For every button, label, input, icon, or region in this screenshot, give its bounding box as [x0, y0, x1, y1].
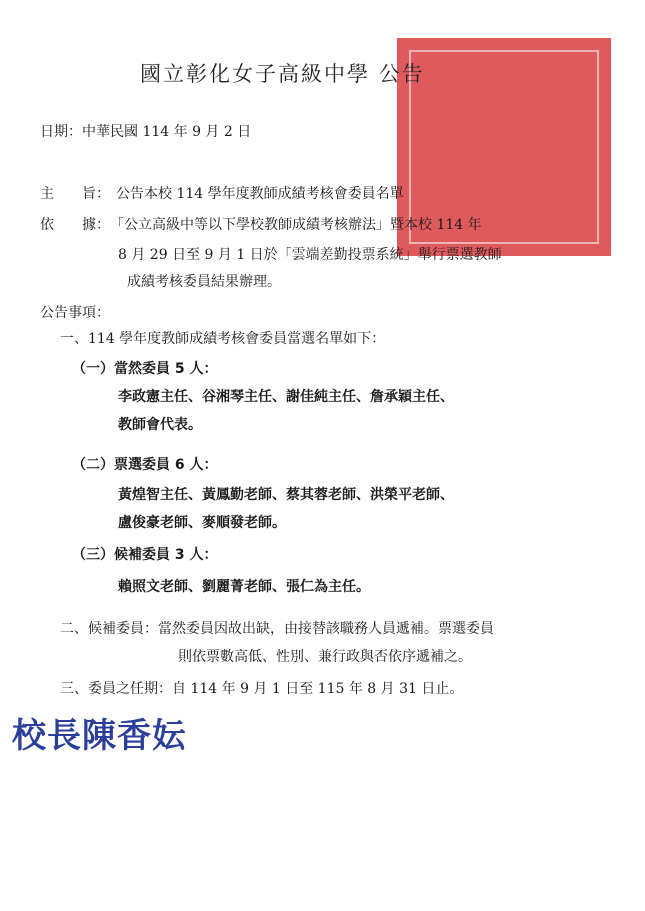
group-2-line-1: 黃煌智主任、黃鳳勤老師、蔡其蓉老師、洪榮平老師、 — [118, 487, 454, 503]
basis-line-3: 成績考核委員結果辦理。 — [127, 274, 281, 290]
group-2-heading: （二）票選委員 6 人： — [72, 457, 218, 473]
principal-signature: 校長陳香妘 — [12, 716, 187, 756]
basis-label: 依 據： — [40, 217, 110, 233]
group-2-line-2: 盧俊豪老師、麥順發老師。 — [118, 515, 286, 531]
document-title: 國立彰化女子高級中學 公告 — [140, 62, 425, 86]
notice-item-2-line-2: 則依票數高低、性別、兼行政與否依序遞補之。 — [178, 649, 472, 665]
notice-item-1: 一、114 學年度教師成績考核會委員當選名單如下： — [60, 331, 386, 347]
notice-item-3: 三、委員之任期：自 114 年 9 月 1 日至 115 年 8 月 31 日止。 — [60, 681, 464, 697]
group-1-heading: （一）當然委員 5 人： — [72, 361, 218, 377]
group-1-line-1: 李政憲主任、谷湘琴主任、謝佳純主任、詹承穎主任、 — [118, 389, 454, 405]
basis-line-1: 「公立高級中等以下學校教師成績考核辦法」暨本校 114 年 — [110, 217, 482, 233]
subject-text: 公告本校 114 學年度教師成績考核會委員名單 — [116, 186, 404, 202]
notice-item-2-line-1: 二、候補委員：當然委員因故出缺，由接替該職務人員遞補。票選委員 — [60, 621, 494, 637]
group-3-heading: （三）候補委員 3 人： — [72, 547, 218, 563]
subject-label: 主 旨： — [40, 186, 110, 202]
group-1-line-2: 教師會代表。 — [118, 417, 202, 433]
document-date: 日期：中華民國 114 年 9 月 2 日 — [40, 124, 252, 140]
group-3-line-1: 賴照文老師、劉麗菁老師、張仁為主任。 — [118, 579, 370, 595]
notice-label: 公告事項： — [40, 305, 110, 321]
basis-line-2: 8 月 29 日至 9 月 1 日於「雲端差勤投票系統」舉行票選教師 — [118, 247, 502, 263]
